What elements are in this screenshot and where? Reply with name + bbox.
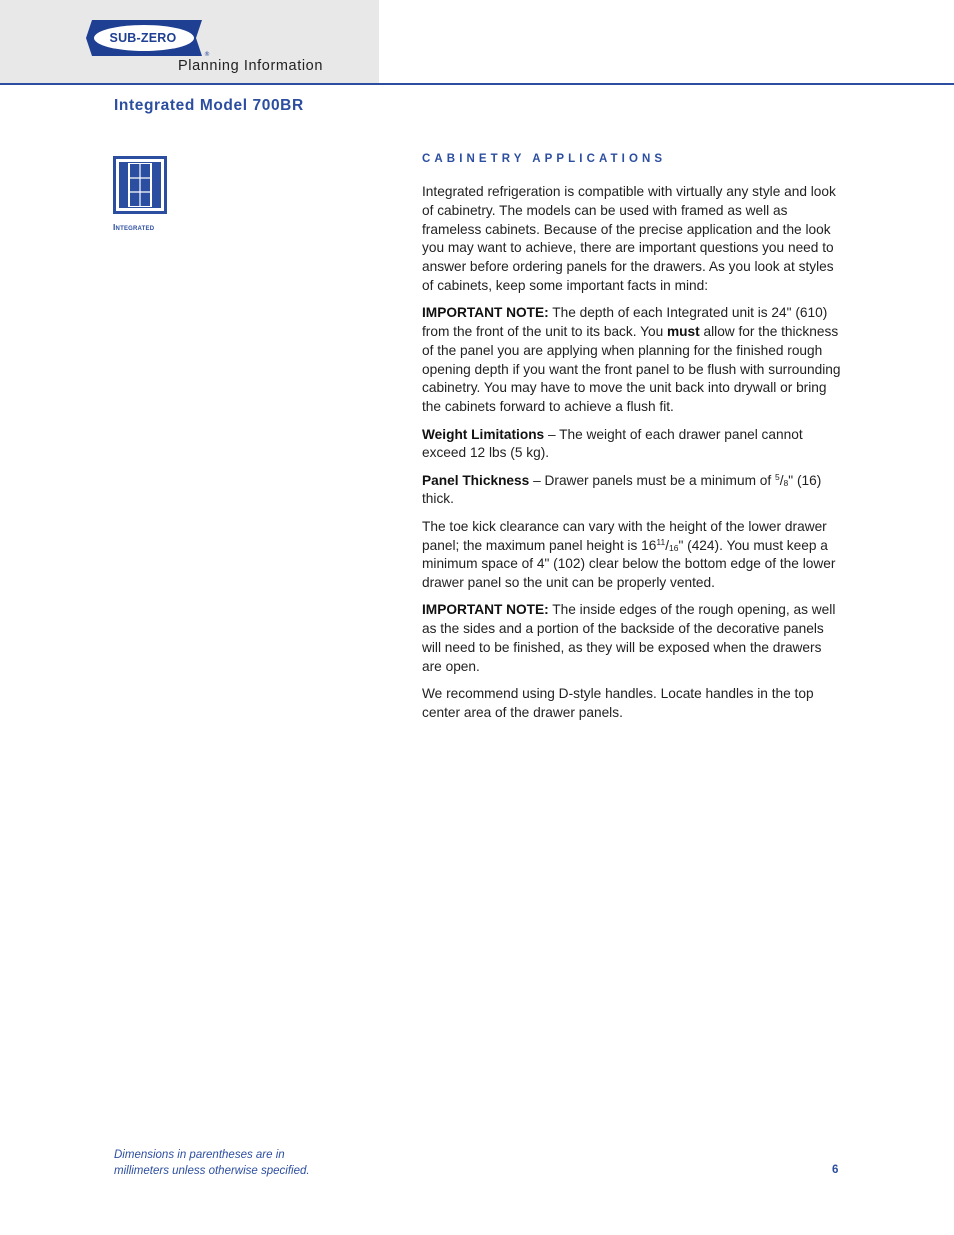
- thickness-paragraph: Panel Thickness – Drawer panels must be a minimum of $^5/_8$" (16) thick.: [422, 471, 822, 507]
- thickness-lead: Panel Thickness: [422, 472, 530, 488]
- intro-paragraph: Integrated refrigeration is compatible with virtually any style and look of cabinetry. The models can be used with framed as well as frameless cabinets. Because of the precise application and the look you may want to achieve, there are important questions you need to answer before ordering panels for the drawers. As you look at styles of cabinets, keep some important facts in mind:: [422, 184, 836, 293]
- weight-paragraph: Weight Limitations – The weight of each drawer panel cannot exceed 12 lbs (5 kg).: [422, 426, 803, 461]
- page-title: Integrated Model 700BR: [114, 97, 304, 114]
- handles-paragraph: We recommend using D-style handles. Locate handles in the top center area of the drawer panels.: [422, 686, 814, 720]
- svg-text:®: ®: [204, 51, 210, 58]
- footer-note: Dimensions in parentheses are in millimeters unless otherwise specified.: [114, 1149, 310, 1177]
- section-heading: CABINETRY APPLICATIONS: [422, 153, 667, 165]
- depth-note-paragraph: IMPORTANT NOTE: The depth of each Integrated unit is 24" (610) from the front of the unit to its back. You must allow for the thickness of the panel you are applying when planning for the finished rough opening depth if you want the front panel to be flush with surrounding cabinetry. You may have to move the unit back into drywall or bring the cabinets forward to achieve a flush fit.: [422, 305, 841, 415]
- must-emphasis: must: [667, 324, 700, 340]
- note-lead: IMPORTANT NOTE:: [422, 602, 549, 618]
- page-number: 6: [832, 1164, 839, 1176]
- header-rule: [0, 83, 954, 85]
- logo-text: SUB-ZERO: [109, 31, 177, 45]
- section-label: Planning Information: [178, 58, 323, 74]
- cabinetry-section: [422, 151, 842, 731]
- finish-note-paragraph: IMPORTANT NOTE: The inside edges of the rough opening, as well as the sides and a portion of the backside of the decorative panels will need to be finished, as they will be exposed when the drawers are open.: [422, 602, 836, 674]
- integrated-refrigerator-icon: [113, 156, 167, 214]
- weight-lead: Weight Limitations: [422, 426, 545, 442]
- toe-kick-paragraph: The toe kick clearance can vary with the height of the lower drawer panel; the maximum panel height is $16^{11}/_{16}$" (424). You must keep a minimum space of 4" (102) clear below the bottom edge of the lower drawer panel so the unit can be properly vented.: [422, 518, 836, 591]
- note-lead: IMPORTANT NOTE:: [422, 305, 549, 321]
- integrated-label: Integrated: [113, 222, 155, 232]
